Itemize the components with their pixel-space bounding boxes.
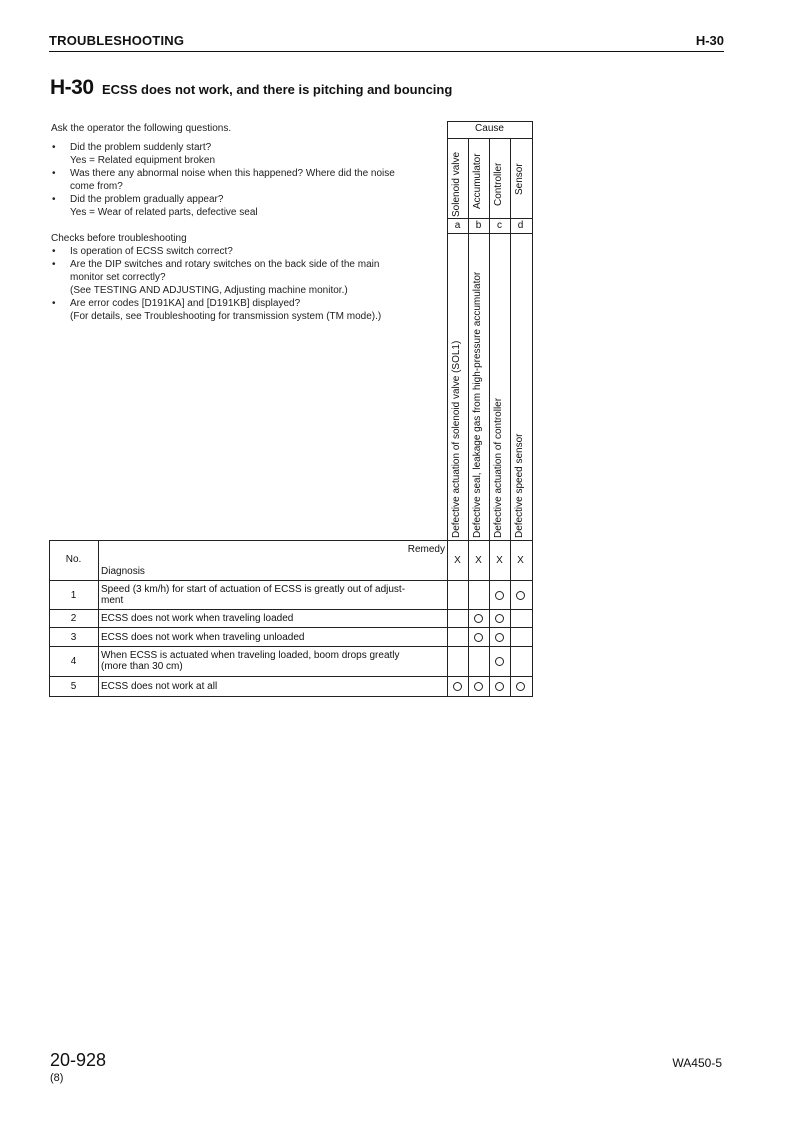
check-sub: (For details, see Troubleshooting for transmission system (TM mode).): [70, 311, 382, 322]
row-diagnosis: ECSS does not work at all: [101, 681, 218, 692]
cause-desc: Defective actuation of controller: [493, 397, 504, 538]
questions-intro: Ask the operator the following questions.: [51, 123, 232, 134]
row-diagnosis: ECSS does not work when traveling loaded: [101, 613, 294, 624]
cause-group-solenoid: Solenoid valve: [451, 151, 462, 217]
row-diagnosis-line: When ECSS is actuated when traveling loaded, boom drops greatly: [101, 650, 400, 661]
cause-mark-circle: [474, 682, 483, 691]
remedy-mark: X: [475, 555, 482, 566]
title-text: ECSS does not work, and there is pitching and bouncing: [101, 82, 453, 97]
remedy-mark: X: [454, 555, 461, 566]
cause-letter: c: [497, 220, 502, 231]
cause-header: Cause: [475, 123, 504, 134]
cause-letter: a: [454, 220, 461, 231]
cause-mark-circle: [516, 591, 525, 600]
question-item: • Was there any abnormal noise when this happened? Where did the noise: [51, 167, 395, 180]
cause-mark-circle: [495, 633, 504, 642]
cause-mark-circle: [474, 614, 483, 623]
cause-mark-circle: [453, 682, 462, 691]
check-item: • Are the DIP switches and rotary switches on the back side of the main: [51, 258, 381, 271]
page-number: 20-928: [50, 1050, 107, 1070]
question-sub: come from?: [70, 181, 123, 192]
cause-mark-circle: [495, 614, 504, 623]
checks-intro: Checks before troubleshooting: [51, 233, 187, 244]
check-sub: monitor set correctly?: [70, 272, 166, 283]
remedy-header: Remedy: [407, 544, 445, 555]
row-diagnosis: [101, 650, 400, 672]
row-diagnosis: ECSS does not work when traveling unloaded: [101, 632, 305, 643]
cause-desc: Defective speed sensor: [514, 433, 525, 538]
row-diagnosis: [101, 584, 405, 606]
cause-group-controller: Controller: [493, 162, 504, 206]
revision: (8): [50, 1072, 64, 1084]
section-code: H-30: [695, 33, 724, 48]
cause-mark-circle: [474, 633, 483, 642]
question-item: • Did the problem gradually appear?: [51, 193, 395, 206]
cause-mark-circle: [495, 591, 504, 600]
model-number: WA450-5: [672, 1056, 722, 1070]
remedy-mark: X: [496, 555, 503, 566]
row-no: 2: [70, 613, 77, 624]
check-sub: (See TESTING AND ADJUSTING, Adjusting machine monitor.): [70, 285, 348, 296]
cause-group-sensor: Sensor: [514, 163, 525, 195]
check-item: • Is operation of ECSS switch correct?: [51, 245, 381, 258]
row-no: 1: [70, 590, 77, 601]
no-header: No.: [65, 554, 82, 565]
cause-letter: d: [517, 220, 524, 231]
cause-group-accumulator: Accumulator: [472, 153, 483, 209]
row-diagnosis-line: ment: [101, 595, 124, 606]
cause-desc: Defective seal, leakage gas from high-pressure accumulator: [472, 271, 483, 538]
row-diagnosis-line: Speed (3 km/h) for start of actuation of ECSS is greatly out of adjust-: [101, 584, 406, 595]
cause-mark-circle: [495, 682, 504, 691]
cause-mark-circle: [516, 682, 525, 691]
remedy-mark: X: [517, 555, 524, 566]
cause-letter: b: [475, 220, 482, 231]
question-item: • Did the problem suddenly start?: [51, 141, 395, 154]
check-item: • Are error codes [D191KA] and [D191KB] displayed?: [51, 297, 381, 310]
row-no: 3: [70, 632, 77, 643]
cause-desc: Defective actuation of solenoid valve (SOL1): [451, 340, 462, 538]
cause-mark-circle: [495, 657, 504, 666]
title-code: H-30: [50, 76, 94, 99]
row-no: 4: [70, 656, 77, 667]
row-diagnosis-line: (more than 30 cm): [101, 661, 183, 672]
diagnosis-header: Diagnosis: [101, 566, 145, 577]
question-sub: Yes = Wear of related parts, defective seal: [70, 207, 258, 218]
section-title: TROUBLESHOOTING: [49, 33, 185, 48]
row-no: 5: [70, 681, 77, 692]
question-sub: Yes = Related equipment broken: [70, 155, 216, 166]
